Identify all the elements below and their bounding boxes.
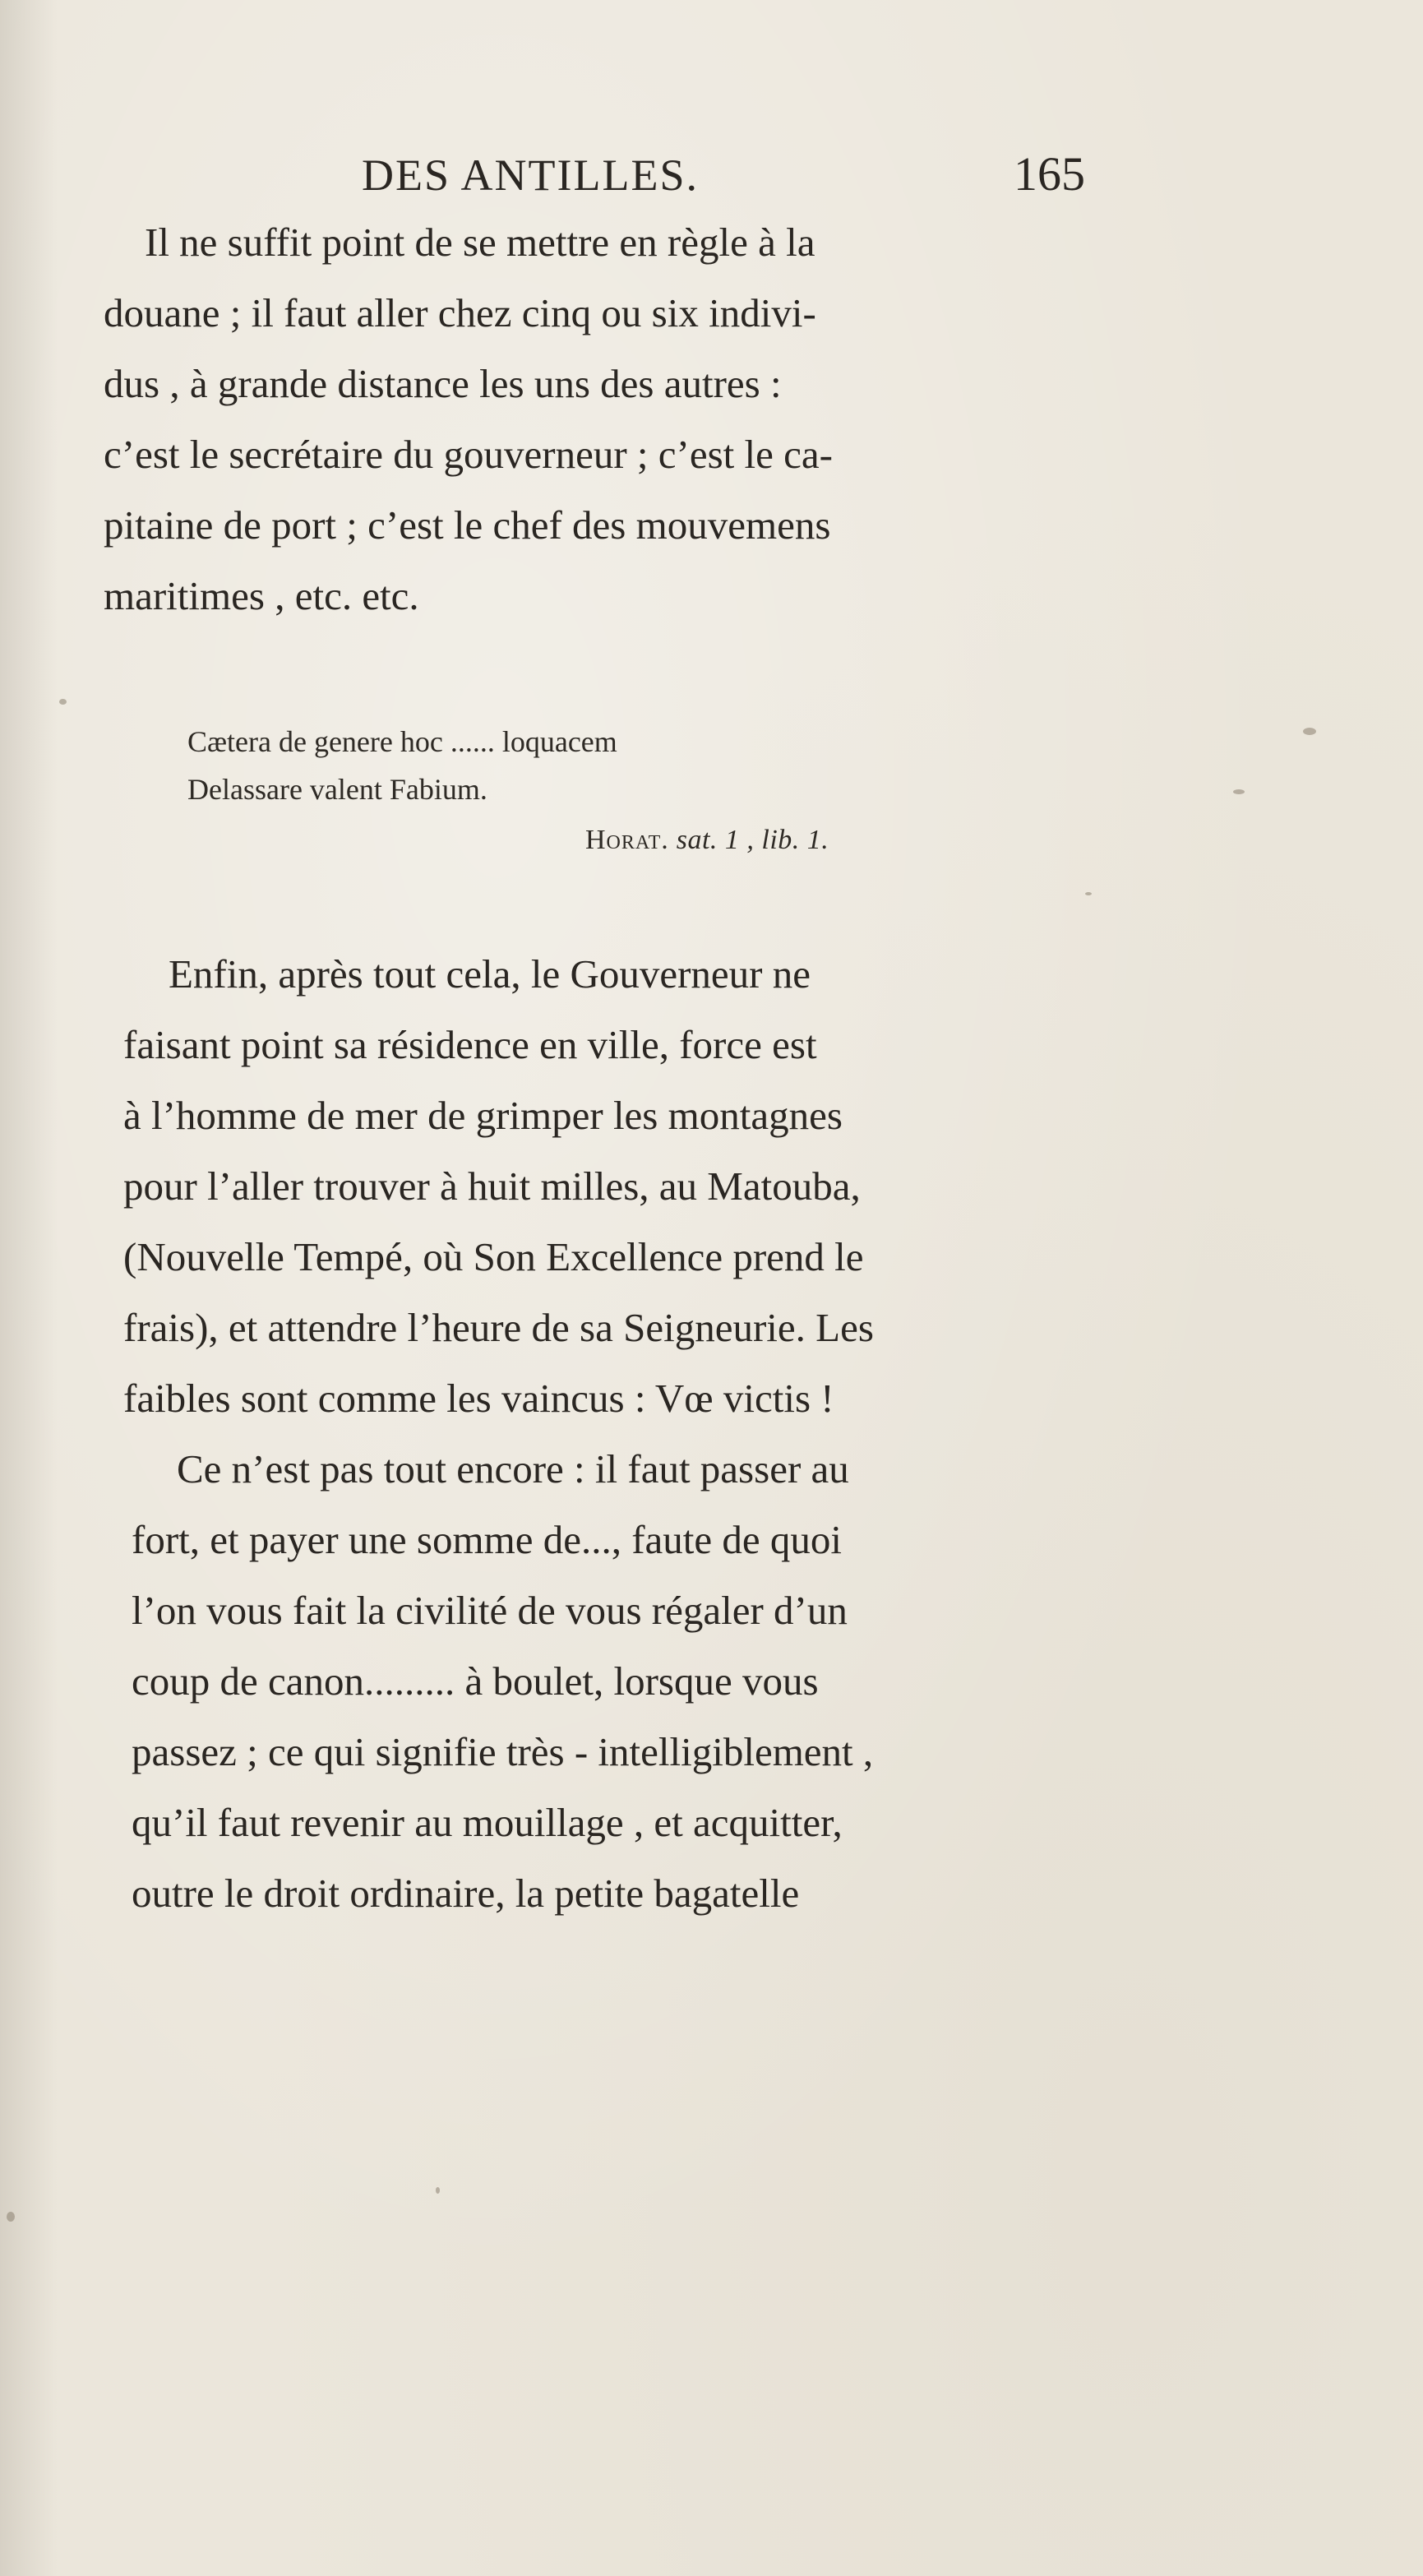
text-line: coup de canon......... à boulet, lorsque vous: [132, 1658, 819, 1704]
text-line: pour l’aller trouver à huit milles, au Matouba,: [123, 1163, 861, 1209]
text-line: passez ; ce qui signifie très - intelligiblement ,: [132, 1729, 874, 1774]
text-line: (Nouvelle Tempé, où Son Excellence prend le: [123, 1234, 864, 1279]
text-line: maritimes , etc. etc.: [104, 573, 419, 618]
text-line: qu’il faut revenir au mouillage , et acquitter,: [132, 1800, 843, 1845]
running-title: DES ANTILLES.: [362, 150, 699, 200]
text-line: douane ; il faut aller chez cinq ou six indivi-: [104, 290, 816, 335]
text-line: c’est le secrétaire du gouverneur ; c’est le ca-: [104, 432, 833, 477]
text-line: outre le droit ordinaire, la petite bagatelle: [132, 1871, 800, 1916]
text-line: Ce n’est pas tout encore : il faut passer au: [177, 1446, 849, 1491]
text-line: dus , à grande distance les uns des autres :: [104, 361, 782, 406]
text-line: Il ne suffit point de se mettre en règle à la: [145, 220, 815, 265]
text-line: faisant point sa résidence en ville, force est: [123, 1022, 817, 1067]
text-line: fort, et payer une somme de..., faute de quoi: [132, 1517, 843, 1562]
quotation-line: Delassare valent Fabium.: [187, 773, 487, 806]
text-line: frais), et attendre l’heure de sa Seigneurie. Les: [123, 1305, 874, 1350]
quotation-work: sat. 1 , lib. 1.: [676, 825, 829, 855]
text-line: à l’homme de mer de grimper les montagnes: [123, 1093, 843, 1138]
quotation-author: Horat.: [585, 825, 669, 855]
text-line: pitaine de port ; c’est le chef des mouvemens: [104, 502, 831, 548]
quotation-line: Cætera de genere hoc ...... loquacem: [187, 725, 617, 758]
text-line: faibles sont comme les vaincus : Vœ victis !: [123, 1376, 834, 1421]
page-number: 165: [1014, 147, 1085, 201]
text-line: l’on vous fait la civilité de vous régaler d’un: [132, 1588, 848, 1633]
text-line: Enfin, après tout cela, le Gouverneur ne: [169, 951, 811, 997]
